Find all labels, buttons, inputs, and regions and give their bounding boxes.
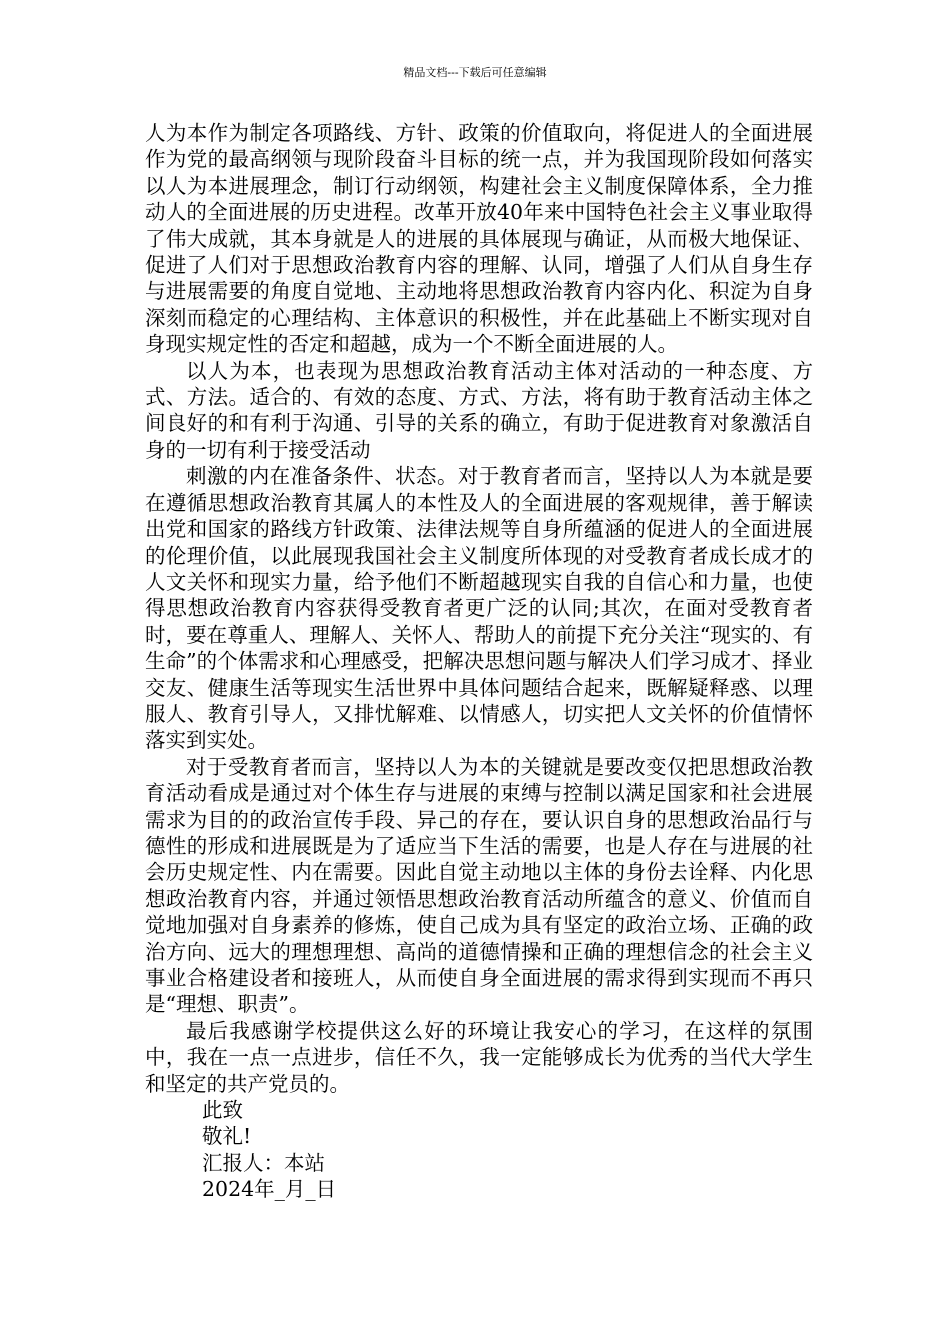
reporter-signature: 汇报人：本站 — [202, 1150, 325, 1175]
report-date: 2024年_月_日 — [202, 1177, 337, 1202]
closing-salutation: 此致 — [202, 1098, 243, 1123]
paragraph-3: 刺激的内在准备条件、状态。对于教育者而言，坚持以人为本就是要在遵循思想政治教育其属人的本性及人的全面进展的客观规律，善于解读出党和国家的路线方针政策、法律法规等自身所蕴涵的促进人的全面进展的伦理价值，以此展现我国社会主义制度所体现的对受教育者成长成才的人文关怀和现实力量，给予他们不断超越现实自我的自信心和力量，也使得思想政治教育内容获得受教育者更广泛的认同;其次，在面对受教育者时，要在尊重人、理解人、关怀人、帮助人的前提下充分关注“现实的、有生命”的个体需求和心理感受，把解决思想问题与解决人们学习成才、择业交友、健康生活等现实生活世界中具体问题结合起来，既解疑释惑、以理服人、教育引导人，又排忧解难、以情感人，切实把人文关怀的价值情怀落实到实处。 — [145, 464, 813, 753]
paragraph-5: 最后我感谢学校提供这么好的环境让我安心的学习，在这样的氛围中，我在一点一点进步，信任不久，我一定能够成长为优秀的当代大学生和坚定的共产党员的。 — [145, 1018, 813, 1096]
closing-regards: 敬礼! — [202, 1124, 252, 1149]
page-header: 精品文档---下载后可任意编辑 — [403, 66, 547, 79]
document-body — [145, 120, 813, 1203]
paragraph-4: 对于受教育者而言，坚持以人为本的关键就是要改变仅把思想政治教育活动看成是通过对个体生存与进展的束缚与控制以满足国家和社会进展需求为目的的政治宣传手段、异己的存在，要认识自身的思想政治品行与德性的形成和进展既是为了适应当下生活的需要，也是人存在与进展的社会历史规定性、内在需要。因此自觉主动地以主体的身份去诠释、内化思想政治教育内容，并通过领悟思想政治教育活动所蕴含的意义、价值而自觉地加强对自身素养的修炼，使自己成为具有坚定的政治立场、正确的政治方向、远大的理想理想、高尚的道德情操和正确的理想信念的社会主义事业合格建设者和接班人，从而使自身全面进展的需求得到实现而不再只是“理想、职责”。 — [145, 754, 813, 1017]
paragraph-2: 以人为本，也表现为思想政治教育活动主体对活动的一种态度、方式、方法。适合的、有效的态度、方式、方法，将有助于教育活动主体之间良好的和有利于沟通、引导的关系的确立，有助于促进教育对象激活自身的一切有利于接受活动 — [145, 358, 813, 462]
paragraph-1: 人为本作为制定各项路线、方针、政策的价值取向，将促进人的全面进展作为党的最高纲领与现阶段奋斗目标的统一点，并为我国现阶段如何落实以人为本进展理念，制订行动纲领，构建社会主义制度保障体系，全力推动人的全面进展的历史进程。改革开放40年来中国特色社会主义事业取得了伟大成就，其本身就是人的进展的具体展现与确证，从而极大地保证、促进了人们对于思想政治教育内容的理解、认同，增强了人们从自身生存与进展需要的角度自觉地、主动地将思想政治教育内容内化、积淀为自身深刻而稳定的心理结构、主体意识的积极性，并在此基础上不断实现对自身现实规定性的否定和超越，成为一个不断全面进展的人。 — [145, 121, 813, 357]
